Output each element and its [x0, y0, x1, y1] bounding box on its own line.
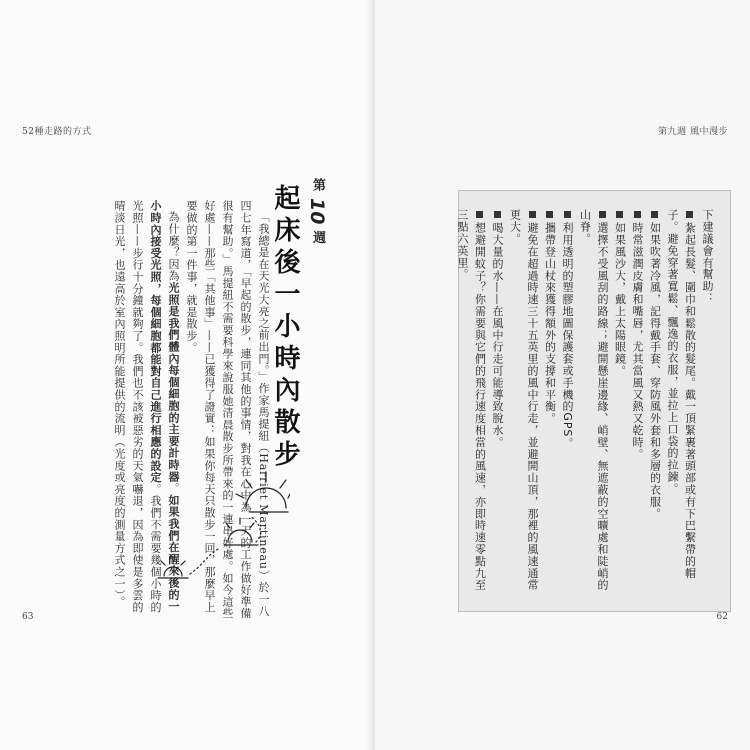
paragraph-1: 「我總是在天光大亮之前出門。」作家馬提紐（Harriet Martineau）於一八四七年寫道，「早起的散步，連同其他的事情，對我在心中為一天的工作做好準備很有幫助。」馬提紐不需要科學來說服她清晨散步所帶來的一連串好處。如今這些好處——那些「其他事」——已獲得了證實：如果你每天只散步一回，那麼早上要做的第一件事，就是散步。: [185, 200, 270, 620]
bullet-icon: [616, 211, 623, 218]
bullet-icon: [476, 211, 483, 218]
chapter-title: 起床後一小時內散步: [270, 184, 300, 472]
running-head-right: 第九週 風中漫步: [658, 127, 728, 137]
tip-item: [664, 209, 699, 593]
tip-item: [629, 209, 647, 593]
bullet-icon: [564, 211, 571, 218]
tip-item: [541, 209, 559, 593]
bullet-icon: [651, 211, 658, 218]
bullet-icon: [599, 211, 606, 218]
tip-text: 選擇不受風刮的路線；避開懸崖邊緣、峭壁、無遮蔽的空曠處和陡峭的山脊。: [578, 209, 609, 591]
para2-run-3: 。: [167, 482, 180, 495]
tip-text: 如果吹著冷風，記得戴手套、穿防風外套和多層的衣服。: [648, 222, 662, 520]
tip-text: 時常滋潤皮膚和嘴唇，尤其當風又熱又乾時。: [631, 222, 644, 460]
tip-text: 喝大量的水——在風中行走可能導致脫水。: [491, 222, 504, 449]
tip-item: [454, 209, 489, 593]
tip-item: [559, 209, 577, 593]
tip-item: [646, 209, 664, 593]
bullet-icon: [494, 211, 501, 218]
week-number: 10: [306, 197, 328, 224]
para2-run-4: 如果我們在醒來後的一小時內接受光照，每個細胞都能對自己進行相應的設定: [149, 200, 180, 613]
page-number-left: 63: [22, 612, 34, 622]
week-prefix: 第: [310, 178, 325, 191]
tip-text: 利用透明的塑膠地圖保護套或手機的GPS。: [561, 222, 574, 450]
bullet-icon: [529, 211, 536, 218]
tip-box-text: [456, 209, 716, 593]
tip-item: [576, 209, 611, 593]
tip-text: 紮起長髮、圍巾和鬆散的髮尾。戴一頂緊裹著頭部或有下巴繫帶的帽子。避免穿著寬鬆、飄逸的衣服，並拉上口袋的拉鍊。: [666, 209, 697, 579]
bullet-icon: [546, 211, 553, 218]
para2-run-2: 光照是我們體內每個細胞的主要計時器: [167, 281, 180, 483]
week-label: [307, 178, 326, 244]
tip-item: [506, 209, 541, 593]
bullet-icon: [634, 211, 641, 218]
para2-run-5: 。我們不需要幾個小時的光照——步行十分鐘就夠了。我們也不該被惡劣的天氣嚇退，因為即使是多雲的晴淡日光，也遠高於室內照明所能提供的流明（光度或亮度的測量方式之一）。: [113, 200, 162, 614]
running-head-left: 52種走路的方式: [22, 127, 92, 137]
tip-box: [458, 190, 731, 612]
tip-text: 避免在超過時速三十五英里的風中行走，並避開山頂，那裡的風速通常更大。: [508, 209, 539, 591]
tip-text: 如果風沙大，戴上太陽眼鏡。: [613, 222, 627, 377]
bullet-icon: [686, 211, 693, 218]
week-suffix: 週: [310, 230, 325, 244]
chapter-heading: [272, 178, 326, 478]
para2-run-1: 為什麼？因為: [167, 211, 180, 282]
page-number-right: 62: [716, 612, 728, 622]
tip-item: [611, 209, 629, 593]
tip-intro: 下建議會有幫助：: [701, 209, 714, 305]
tip-text: 攜帶登山杖來獲得額外的支撐和平衡。: [543, 222, 557, 425]
tip-item: [489, 209, 507, 593]
rising-sun-illustration: [150, 468, 290, 586]
tip-text: 想避開蚊子？你需要與它們的飛行速度相當的風速，亦即時速零點九至三點六英里。: [456, 209, 487, 591]
